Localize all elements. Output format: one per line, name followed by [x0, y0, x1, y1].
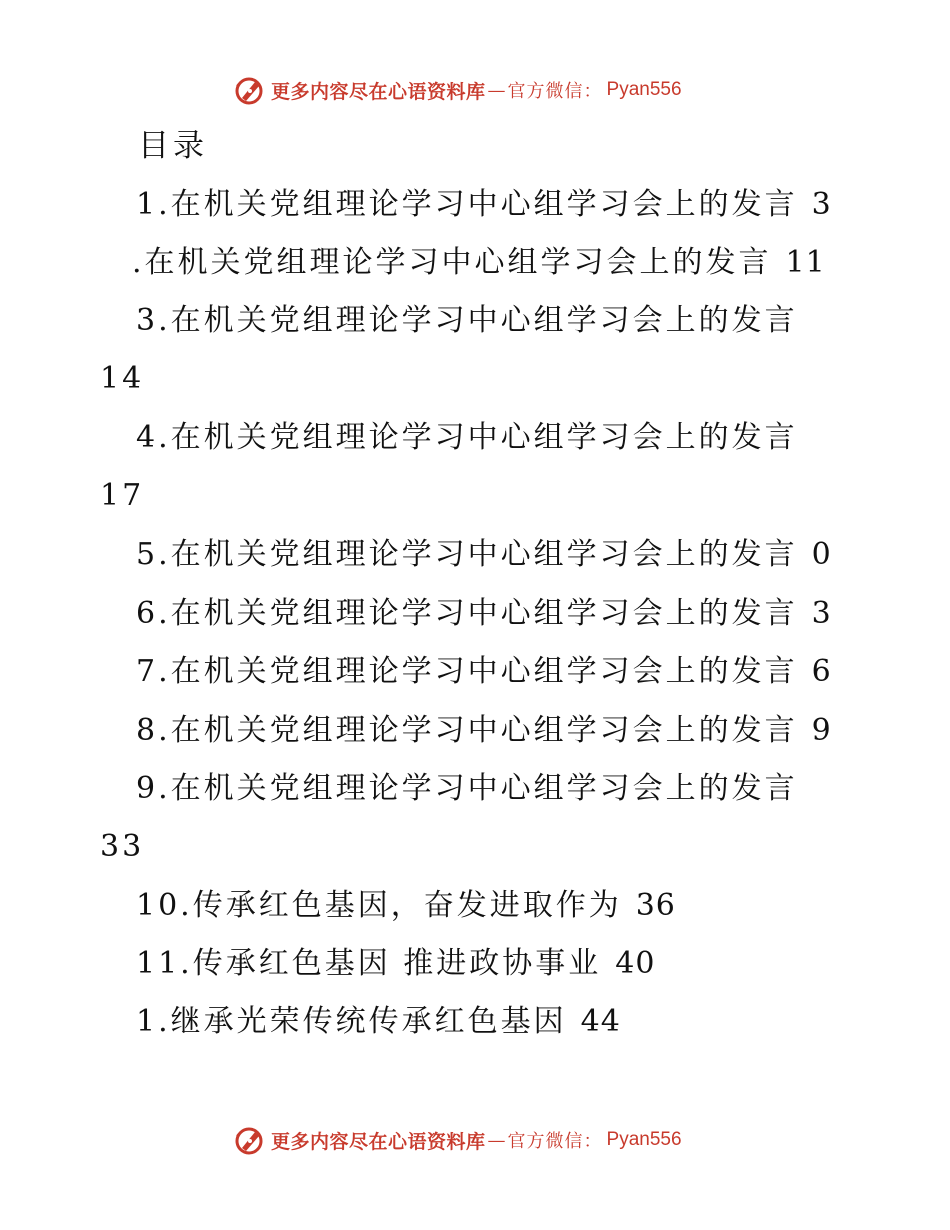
toc-entry: [136, 1000, 621, 1044]
toc-entry: [136, 767, 798, 811]
watermark-id: Pyan556: [606, 1129, 682, 1150]
toc-entry: [136, 416, 798, 460]
watermark-id: Pyan556: [606, 79, 682, 100]
toc-entry-page: 40: [615, 946, 656, 981]
watermark-label: 官方微信：: [507, 81, 603, 102]
toc-entry-page: 3: [811, 596, 832, 631]
toc-entry-text: 11.传承红色基因 推进政协事业: [136, 946, 602, 981]
toc-entry-page: 33: [100, 829, 145, 864]
toc-entry: [136, 942, 655, 986]
toc-entry-page-wrapped: [100, 474, 144, 518]
toc-entry: [136, 592, 832, 636]
toc-entry: [136, 299, 798, 343]
footer-watermark: [0, 1120, 950, 1160]
toc-entry-text: 7.在机关党组理论学习中心组学习会上的发言: [136, 654, 798, 689]
watermark-row: [233, 74, 682, 106]
toc-entry: [136, 884, 676, 928]
pen-nib-logo-icon: [233, 74, 265, 106]
toc-entry-text: 1.继承光荣传统传承红色基因: [136, 1004, 567, 1039]
toc-entry-page: 6: [811, 654, 832, 689]
toc-entry: [132, 241, 826, 285]
toc-entry-text: 9.在机关党组理论学习中心组学习会上的发言: [136, 771, 798, 806]
toc-entry-text: 1.在机关党组理论学习中心组学习会上的发言: [136, 187, 798, 222]
watermark-text: 更多内容尽在心语资料库: [271, 1130, 486, 1153]
toc-entry-page: 14: [100, 361, 145, 396]
toc-entry-page: 3: [811, 187, 832, 222]
toc-entry-text: 8.在机关党组理论学习中心组学习会上的发言: [136, 713, 798, 748]
toc-entry-text: .在机关党组理论学习中心组学习会上的发言: [132, 245, 772, 280]
toc-entry-page-wrapped: [100, 357, 144, 401]
toc-title: 目录: [138, 128, 208, 164]
watermark-text: 更多内容尽在心语资料库: [271, 80, 486, 103]
toc-entry: [136, 650, 832, 694]
header-watermark: [0, 70, 950, 110]
toc-entry: [136, 533, 832, 577]
toc-entry-page: 11: [785, 245, 826, 280]
toc-entry-text: 4.在机关党组理论学习中心组学习会上的发言: [136, 420, 798, 455]
toc-entry: [136, 183, 832, 227]
toc-entry-text: 5.在机关党组理论学习中心组学习会上的发言: [136, 537, 798, 572]
watermark-label: 官方微信：: [507, 1131, 603, 1152]
toc-entry-page: 44: [580, 1004, 621, 1039]
toc-entry-page: 17: [100, 478, 145, 513]
toc-entry-text: 6.在机关党组理论学习中心组学习会上的发言: [136, 596, 798, 631]
toc-entry-page: 0: [811, 537, 832, 572]
toc-entry-page: 9: [811, 713, 832, 748]
watermark-dash: —: [487, 1129, 506, 1151]
toc-entry: [136, 709, 832, 753]
toc-entry-page-wrapped: [100, 825, 144, 869]
toc-entry-text: 10.传承红色基因，奋发进取作为: [136, 888, 622, 923]
toc-entry-page: 36: [635, 888, 676, 923]
watermark-dash: —: [487, 79, 506, 101]
watermark-row: [233, 1124, 682, 1156]
pen-nib-logo-icon: [233, 1124, 265, 1156]
toc-entry-text: 3.在机关党组理论学习中心组学习会上的发言: [136, 303, 798, 338]
